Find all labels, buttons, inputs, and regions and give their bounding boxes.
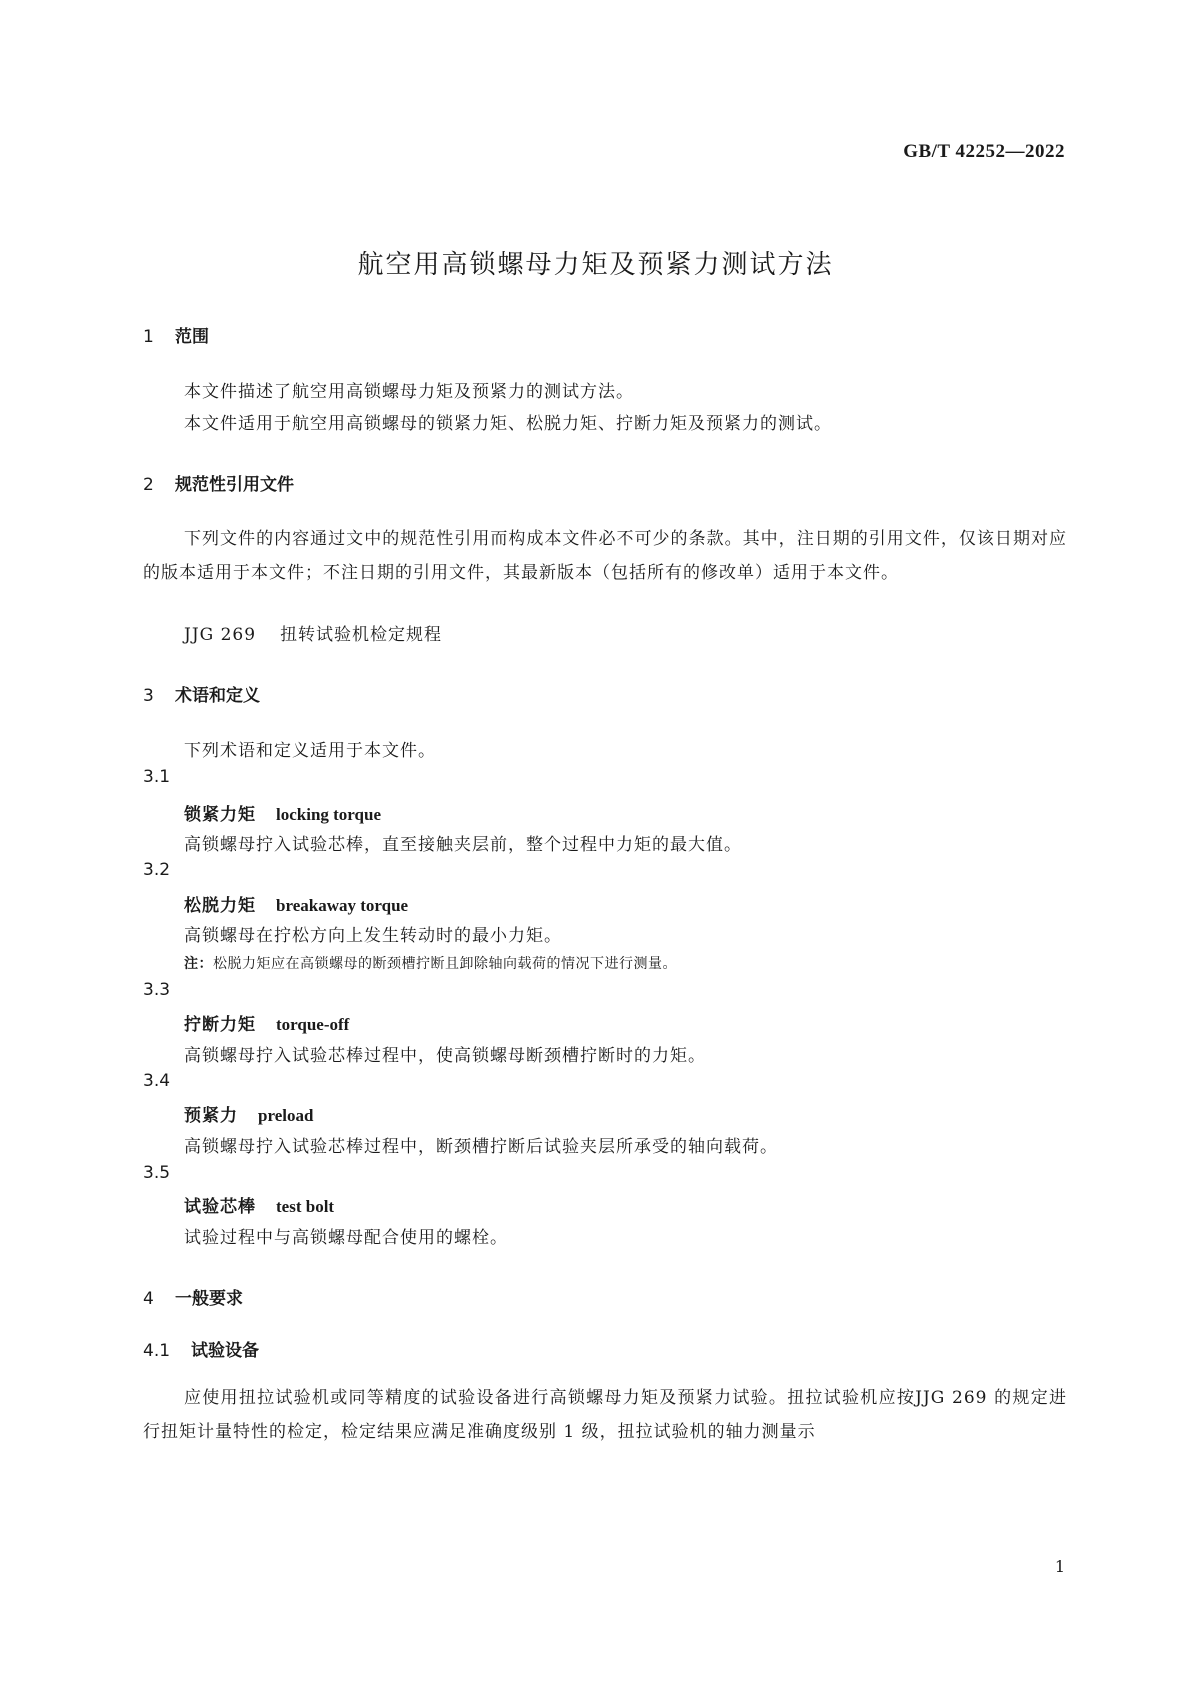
section-number: 3 bbox=[143, 686, 154, 706]
term-entry bbox=[184, 1010, 349, 1035]
paragraph: 应使用扭拉试验机或同等精度的试验设备进行高锁螺母力矩及预紧力试验。扭拉试验机应按JJG 269 的规定进行扭矩计量特性的检定，检定结果应满足准确度级别 1 级，扭拉试验机的轴力测量示 bbox=[143, 1388, 1067, 1442]
term-definition: 试验过程中与高锁螺母配合使用的螺栓。 bbox=[184, 1228, 508, 1248]
reference-title: 扭转试验机检定规程 bbox=[280, 625, 443, 645]
term-en: preload bbox=[258, 1106, 314, 1125]
section-3-heading bbox=[143, 681, 260, 706]
subsection-number: 4.1 bbox=[143, 1341, 171, 1361]
normative-reference bbox=[184, 620, 442, 645]
reference-code: JJG 269 bbox=[184, 625, 257, 645]
standard-code: GB/T 42252—2022 bbox=[903, 141, 1065, 162]
note-text: 松脱力矩应在高锁螺母的断颈槽拧断且卸除轴向载荷的情况下进行测量。 bbox=[213, 956, 677, 972]
term-zh: 预紧力 bbox=[184, 1106, 238, 1126]
term-entry bbox=[184, 800, 381, 825]
term-en: breakaway torque bbox=[276, 896, 409, 915]
term-entry bbox=[184, 891, 408, 916]
term-number: 3.2 bbox=[143, 860, 171, 880]
term-definition: 高锁螺母拧入试验芯棒过程中，断颈槽拧断后试验夹层所承受的轴向载荷。 bbox=[184, 1137, 778, 1157]
term-en: locking torque bbox=[276, 805, 382, 824]
page-number: 1 bbox=[1054, 1557, 1065, 1576]
term-entry bbox=[184, 1192, 334, 1217]
document-title: 航空用高锁螺母力矩及预紧力测试方法 bbox=[357, 250, 834, 280]
term-definition: 高锁螺母拧入试验芯棒过程中，使高锁螺母断颈槽拧断时的力矩。 bbox=[184, 1046, 706, 1066]
section-4-heading bbox=[143, 1284, 243, 1309]
section-title: 一般要求 bbox=[175, 1289, 243, 1309]
section-title: 规范性引用文件 bbox=[175, 475, 294, 495]
section-number: 1 bbox=[143, 327, 154, 347]
term-zh: 锁紧力矩 bbox=[184, 805, 256, 825]
term-en: torque-off bbox=[276, 1015, 350, 1034]
term-en: test bolt bbox=[276, 1197, 335, 1216]
paragraph: 下列术语和定义适用于本文件。 bbox=[184, 741, 436, 761]
term-definition: 高锁螺母拧入试验芯棒，直至接触夹层前，整个过程中力矩的最大值。 bbox=[184, 835, 742, 855]
term-number: 3.5 bbox=[143, 1163, 171, 1183]
note-label: 注： bbox=[184, 956, 213, 972]
term-note bbox=[184, 953, 677, 973]
section-number: 2 bbox=[143, 475, 154, 495]
term-definition: 高锁螺母在拧松方向上发生转动时的最小力矩。 bbox=[184, 926, 562, 946]
term-entry bbox=[184, 1101, 313, 1126]
term-number: 3.1 bbox=[143, 767, 171, 787]
term-zh: 试验芯棒 bbox=[184, 1197, 256, 1217]
subsection-4-1-heading bbox=[143, 1336, 259, 1361]
subsection-title: 试验设备 bbox=[191, 1341, 259, 1361]
section-2-heading bbox=[143, 470, 294, 495]
section-1-heading bbox=[143, 322, 209, 347]
section-number: 4 bbox=[143, 1289, 154, 1309]
section-title: 术语和定义 bbox=[175, 686, 260, 706]
paragraph: 下列文件的内容通过文中的规范性引用而构成本文件必不可少的条款。其中，注日期的引用文件，仅该日期对应的版本适用于本文件；不注日期的引用文件，其最新版本（包括所有的修改单）适用于本文件。 bbox=[143, 529, 1067, 583]
term-zh: 松脱力矩 bbox=[184, 896, 256, 916]
paragraph: 本文件描述了航空用高锁螺母力矩及预紧力的测试方法。 bbox=[184, 382, 634, 402]
term-zh: 拧断力矩 bbox=[184, 1015, 256, 1035]
section-title: 范围 bbox=[175, 327, 209, 347]
paragraph: 本文件适用于航空用高锁螺母的锁紧力矩、松脱力矩、拧断力矩及预紧力的测试。 bbox=[184, 414, 832, 434]
term-number: 3.3 bbox=[143, 980, 171, 1000]
term-number: 3.4 bbox=[143, 1071, 171, 1091]
